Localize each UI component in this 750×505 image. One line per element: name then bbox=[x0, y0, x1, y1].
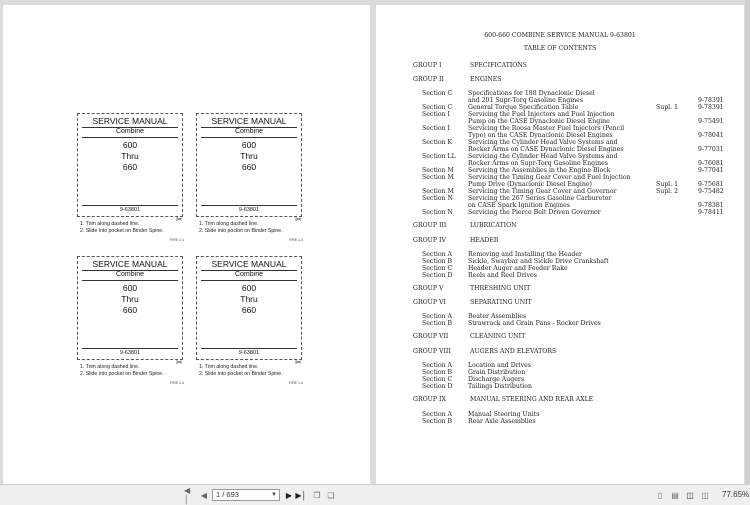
divider bbox=[82, 348, 178, 349]
toc-section-label: Section B bbox=[422, 320, 453, 327]
toc-section-title: Rocker Arms on Supr-Torq Gasoline Engines bbox=[468, 160, 608, 167]
toc-section-title: Beater Assemblies bbox=[468, 313, 527, 320]
scissors-icon: ✂ bbox=[295, 215, 302, 224]
page-number-input[interactable] bbox=[212, 489, 280, 501]
toc-section-label: Section M bbox=[422, 188, 454, 195]
toc-form-number: 9-78041 bbox=[698, 132, 724, 139]
toc-form-number: 9-78411 bbox=[698, 209, 724, 216]
card-title: SERVICE MANUAL bbox=[211, 259, 287, 269]
toc-section-label: Section B bbox=[422, 418, 453, 425]
toc-group-title: SPECIFICATIONS bbox=[470, 62, 527, 69]
toc-supplement: Supl. 2 bbox=[656, 188, 679, 195]
toc-section-title: Strawrack and Grain Pans - Rocker Drives bbox=[468, 320, 601, 327]
toc-group-label: GROUP VI bbox=[413, 299, 446, 306]
card-model-thru: Thru bbox=[121, 294, 139, 304]
trim-instruction: 1. Trim along dashed line. bbox=[199, 221, 259, 227]
card-part-number: 9-63801 bbox=[119, 350, 141, 356]
toc-form-number: 9-77031 bbox=[698, 146, 724, 153]
toc-section-label: Section M bbox=[422, 167, 454, 174]
card-model-end: 660 bbox=[241, 162, 257, 172]
slide-instruction: 2. Slide into pocket on Binder Spine. bbox=[80, 228, 164, 234]
card-model-end: 660 bbox=[241, 305, 257, 315]
figure-code: FIRE 1.4 bbox=[289, 238, 303, 242]
toc-section-label: Section A bbox=[422, 313, 452, 320]
toc-group-title: THRESHING UNIT bbox=[470, 285, 531, 292]
toc-section-label: Section A bbox=[422, 251, 452, 258]
toc-section-title: Sickle, Swaybar and Sickle Drive Crankshaft bbox=[468, 258, 609, 265]
toc-section-label: Section A bbox=[422, 411, 452, 418]
vertical-scrollbar[interactable] bbox=[745, 0, 750, 484]
spine-label-card bbox=[77, 256, 183, 360]
toc-section-label: Section I bbox=[422, 125, 450, 132]
toc-form-number: 9-78391 bbox=[698, 97, 724, 104]
first-page-icon[interactable]: ◀​│ bbox=[184, 486, 191, 504]
divider bbox=[82, 137, 178, 138]
toc-section-title: Pump Drive (Dynaclonic Diesel Engine) bbox=[468, 181, 592, 188]
toc-section-title: Manual Steering Units bbox=[468, 411, 540, 418]
toc-section-title: Servicing the Timing Gear Cover and Fuel Injection bbox=[468, 174, 631, 181]
toc-section-label: Section A bbox=[422, 362, 452, 369]
card-model-end: 660 bbox=[122, 305, 138, 315]
toc-supplement: Supl. 1 bbox=[656, 104, 679, 111]
chevron-down-icon[interactable]: ▼ bbox=[271, 492, 277, 498]
toc-section-label: Section D bbox=[422, 383, 453, 390]
card-subtitle: Combine bbox=[115, 271, 144, 278]
card-part-number: 9-63801 bbox=[238, 207, 260, 213]
toc-section-title: Discharge Augers bbox=[468, 376, 525, 383]
figure-code: FIRE 1.4 bbox=[170, 238, 184, 242]
toc-subheader: TABLE OF CONTENTS bbox=[523, 45, 597, 52]
card-model-thru: Thru bbox=[121, 151, 139, 161]
toc-section-title: Header Auger and Feeder Rake bbox=[468, 265, 568, 272]
card-title: SERVICE MANUAL bbox=[92, 259, 168, 269]
toc-section-title: Rocker Arms on CASE Dynaclonic Diesel Engines bbox=[468, 146, 624, 153]
toc-section-title: Removing and Installing the Header bbox=[468, 251, 582, 258]
facing-icon[interactable]: ◫ bbox=[701, 490, 709, 500]
toc-section-label: Section I bbox=[422, 111, 450, 118]
toc-group-label: GROUP V bbox=[413, 285, 444, 292]
card-model-start: 600 bbox=[241, 283, 257, 293]
toc-section-title: Servicing the Timing Gear Cover and Governor bbox=[468, 188, 617, 195]
toc-group-title: LUBRICATION bbox=[470, 222, 517, 229]
zoom-level[interactable]: 77.65% bbox=[722, 490, 750, 499]
toc-group-label: GROUP VIII bbox=[413, 348, 451, 355]
card-model-end: 660 bbox=[122, 162, 138, 172]
toc-section-label: Section D bbox=[422, 272, 453, 279]
toc-group-label: GROUP IX bbox=[413, 396, 446, 403]
page-number-value: 1 / 693 bbox=[216, 490, 239, 499]
toc-group-title: ENGINES bbox=[470, 76, 502, 83]
card-part-number: 9-63801 bbox=[119, 207, 141, 213]
toc-section-title: Reels and Reel Drives bbox=[468, 272, 537, 279]
toc-group-title: AUGERS AND ELEVATORS bbox=[470, 348, 557, 355]
toc-form-number: 9-78381 bbox=[698, 202, 724, 209]
divider bbox=[82, 205, 178, 206]
toc-section-label: Section C bbox=[422, 265, 453, 272]
page-table-of-contents bbox=[376, 5, 744, 484]
toc-group-label: GROUP VII bbox=[413, 333, 449, 340]
toc-section-title: Servicing the Pierce Belt Driven Governor bbox=[468, 209, 601, 216]
card-model-thru: Thru bbox=[240, 151, 258, 161]
toc-section-title: Location and Drives bbox=[468, 362, 531, 369]
two-page-icon[interactable]: ◫ bbox=[686, 490, 694, 500]
paste-icon[interactable]: ❏ bbox=[327, 490, 335, 500]
toc-section-label: Section K bbox=[422, 139, 453, 146]
next-page-icon[interactable]: ▶ bbox=[285, 490, 293, 500]
toc-section-label: Section M bbox=[422, 174, 454, 181]
toc-section-title: Specifications for 188 Dynaclonic Diesel bbox=[468, 90, 595, 97]
toc-section-label: Section N bbox=[422, 195, 453, 202]
slide-instruction: 2. Slide into pocket on Binder Spine. bbox=[199, 371, 283, 377]
scissors-icon: ✂ bbox=[176, 358, 183, 367]
trim-instruction: 1. Trim along dashed line. bbox=[80, 221, 140, 227]
toc-form-number: 9-75681 bbox=[698, 181, 724, 188]
card-title: SERVICE MANUAL bbox=[92, 116, 168, 126]
card-title: SERVICE MANUAL bbox=[211, 116, 287, 126]
scissors-icon: ✂ bbox=[295, 358, 302, 367]
toc-section-label: Section B bbox=[422, 369, 453, 376]
bottom-toolbar bbox=[0, 484, 750, 505]
card-model-start: 600 bbox=[241, 140, 257, 150]
prev-page-icon[interactable]: ◀ bbox=[200, 490, 208, 500]
trim-instruction: 1. Trim along dashed line. bbox=[80, 364, 140, 370]
toc-section-title: Pump on the CASE Dynaclonic Diesel Engine bbox=[468, 118, 610, 125]
toc-group-title: HEADER bbox=[470, 237, 499, 244]
toc-group-label: GROUP IV bbox=[413, 237, 446, 244]
slide-instruction: 2. Slide into pocket on Binder Spine. bbox=[199, 228, 283, 234]
card-subtitle: Combine bbox=[234, 128, 263, 135]
trim-instruction: 1. Trim along dashed line. bbox=[199, 364, 259, 370]
toc-section-title: Servicing the 267 Series Gasoline Carburetor bbox=[468, 195, 612, 202]
slide-instruction: 2. Slide into pocket on Binder Spine. bbox=[80, 371, 164, 377]
toc-header: 600-660 COMBINE SERVICE MANUAL 9-63801 bbox=[484, 32, 636, 39]
card-part-number: 9-63801 bbox=[238, 350, 260, 356]
card-model-start: 600 bbox=[122, 283, 138, 293]
single-page-icon[interactable]: ▯ bbox=[657, 490, 663, 500]
toc-form-number: 9-78391 bbox=[698, 104, 724, 111]
scissors-icon: ✂ bbox=[176, 215, 183, 224]
toc-section-title: Servicing the Roosa Master Fuel Injectors (Pencil bbox=[468, 125, 625, 132]
page-spine-labels bbox=[3, 5, 370, 484]
toc-group-label: GROUP II bbox=[413, 76, 444, 83]
divider bbox=[82, 280, 178, 281]
toc-section-label: Section C bbox=[422, 376, 453, 383]
spine-label-card bbox=[77, 113, 183, 217]
toc-group-title: SEPARATING UNIT bbox=[470, 299, 532, 306]
toc-section-title: on CASE Spark Ignition Engines bbox=[468, 202, 570, 209]
toc-supplement: Supl. 1 bbox=[656, 181, 679, 188]
spine-label-card bbox=[196, 256, 302, 360]
toc-group-title: CLEANING UNIT bbox=[470, 333, 526, 340]
toc-section-title: General Torque Specification Table bbox=[468, 104, 579, 111]
divider bbox=[201, 280, 297, 281]
figure-code: FIRE 1.4 bbox=[170, 381, 184, 385]
toc-group-label: GROUP III bbox=[413, 222, 447, 229]
toc-group-title: MANUAL STEERING AND REAR AXLE bbox=[470, 396, 594, 403]
toc-form-number: 9-75482 bbox=[698, 188, 724, 195]
divider bbox=[201, 205, 297, 206]
last-page-icon[interactable]: ▶│ bbox=[295, 490, 307, 500]
toc-section-title: Tailings Distribution bbox=[468, 383, 533, 390]
toc-form-number: 9-77041 bbox=[698, 167, 724, 174]
toc-form-number: 9-75491 bbox=[698, 118, 724, 125]
card-subtitle: Combine bbox=[115, 128, 144, 135]
toc-section-title: Grain Distribution bbox=[468, 369, 526, 376]
toc-form-number: 9-76081 bbox=[698, 160, 724, 167]
toc-section-title: Servicing the Fuel Injectors and Fuel Injection bbox=[468, 111, 615, 118]
spine-label-card bbox=[196, 113, 302, 217]
toc-section-title: Rear Axle Assemblies bbox=[468, 418, 536, 425]
toc-section-label: Section B bbox=[422, 258, 453, 265]
figure-code: FIRE 1.4 bbox=[289, 381, 303, 385]
toc-section-title: Type) on the CASE Dynaclonic Diesel Engines bbox=[468, 132, 613, 139]
card-model-start: 600 bbox=[122, 140, 138, 150]
copy-icon[interactable]: ❐ bbox=[313, 490, 321, 500]
toc-group-label: GROUP I bbox=[413, 62, 442, 69]
toc-section-title: Servicing the Cylinder Head Valve Systems and bbox=[468, 153, 618, 160]
toc-section-label: Section C bbox=[422, 90, 453, 97]
toc-section-label: Section C bbox=[422, 104, 453, 111]
continuous-icon[interactable]: ▤ bbox=[671, 490, 679, 500]
toc-section-title: Servicing the Cylinder Head Valve Systems and bbox=[468, 139, 618, 146]
divider bbox=[201, 348, 297, 349]
toc-section-title: Servicing the Assemblies in the Engine Block bbox=[468, 167, 611, 174]
divider bbox=[201, 137, 297, 138]
toc-section-label: Section LL bbox=[422, 153, 456, 160]
card-subtitle: Combine bbox=[234, 271, 263, 278]
card-model-thru: Thru bbox=[240, 294, 258, 304]
toc-section-label: Section N bbox=[422, 209, 453, 216]
toc-section-title: and 201 Supr-Torq Gasoline Engines bbox=[468, 97, 584, 104]
